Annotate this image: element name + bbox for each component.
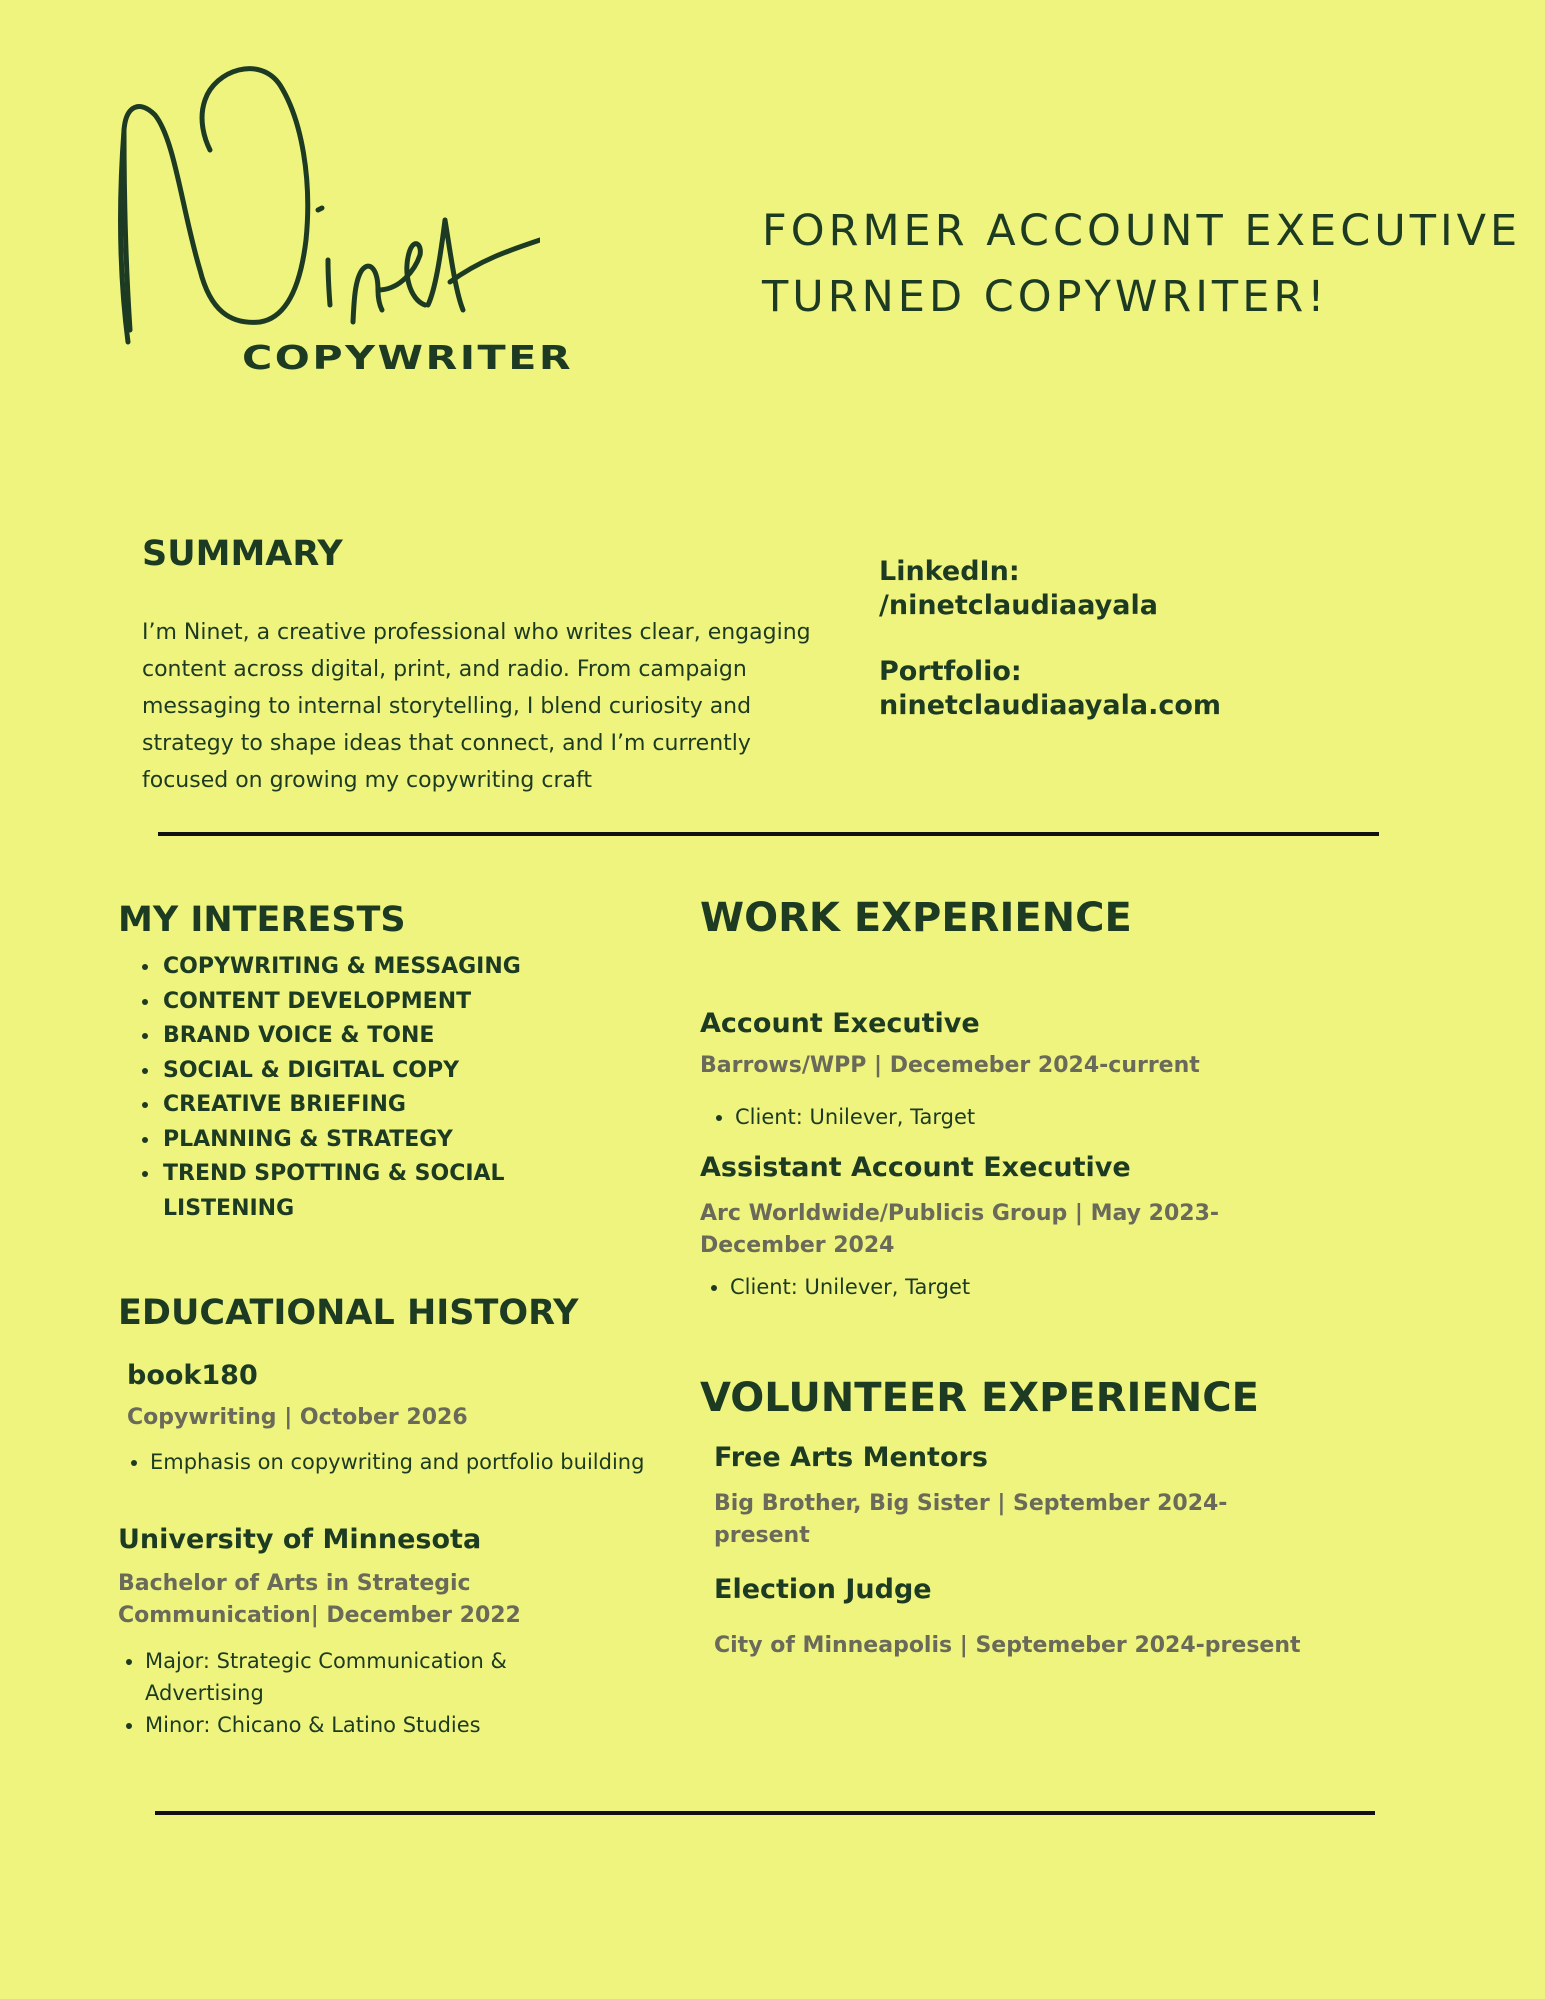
education-heading: EDUCATIONAL HISTORY [118, 1293, 579, 1333]
list-item: • SOCIAL & DIGITAL COPY [161, 1054, 641, 1089]
summary-text: I’m Ninet, a creative professional who writes clear, engaging content across digital, print, and radio. From campaign messaging to internal storytelling, I blend curiosity and strategy to shape ideas that connect, and I’m currently focused on growing my copywriting craft [142, 620, 811, 793]
list-item: • PLANNING & STRATEGY [161, 1123, 641, 1158]
interests-list [118, 950, 641, 1226]
portfolio-label: Portfolio: [879, 656, 1022, 687]
education-bullets [115, 1645, 605, 1741]
education-school: University of Minnesota [118, 1524, 482, 1555]
work-heading: WORK EXPERIENCE [700, 895, 1132, 941]
list-item: • CONTENT DEVELOPMENT [161, 985, 641, 1020]
education-school: book180 [127, 1360, 258, 1391]
education-detail: Copywriting | October 2026 [127, 1405, 468, 1430]
education-bullets [120, 1446, 730, 1478]
job-bullets [700, 1271, 1330, 1303]
contact-block [879, 555, 1399, 755]
portfolio-link[interactable]: ninetclaudiaayala.com [879, 690, 1222, 721]
volunteer-title: Free Arts Mentors [714, 1442, 988, 1473]
role-wordmark: COPYWRITER [242, 338, 574, 377]
divider [155, 1811, 1375, 1815]
divider [158, 832, 1379, 836]
list-item: • Emphasis on copywriting and portfolio building [150, 1446, 730, 1478]
job-title: Assistant Account Executive [700, 1152, 1131, 1183]
list-item: • TREND SPOTTING & SOCIAL LISTENING [161, 1157, 641, 1226]
job-detail: Barrows/WPP | Decemeber 2024-current [700, 1053, 1200, 1078]
linkedin-label: LinkedIn: [879, 556, 1020, 587]
headline-line-2: TURNED COPYWRITER! [762, 272, 1329, 322]
list-item: • COPYWRITING & MESSAGING [161, 950, 641, 985]
list-item: • Client: Unilever, Target [730, 1271, 1330, 1303]
signature-logo [110, 60, 540, 360]
interests-heading: MY INTERESTS [118, 900, 406, 940]
list-item: • BRAND VOICE & TONE [161, 1019, 641, 1054]
volunteer-detail: Big Brother, Big Sister | September 2024-present [714, 1491, 1228, 1548]
linkedin-link[interactable]: /ninetclaudiaayala [879, 590, 1158, 621]
volunteer-title: Election Judge [714, 1574, 932, 1605]
list-item: • Major: Strategic Communication & Advertising [145, 1645, 605, 1709]
list-item: • Minor: Chicano & Latino Studies [145, 1709, 605, 1741]
list-item: • Client: Unilever, Target [735, 1101, 1335, 1133]
education-detail: Bachelor of Arts in Strategic Communication| December 2022 [118, 1571, 521, 1628]
list-item: • CREATIVE BRIEFING [161, 1088, 641, 1123]
summary-heading: SUMMARY [142, 534, 343, 574]
headline-line-1: FORMER ACCOUNT EXECUTIVE [762, 206, 1522, 256]
headline [762, 198, 1522, 330]
volunteer-heading: VOLUNTEER EXPERIENCE [700, 1375, 1259, 1421]
volunteer-detail: City of Minneapolis | Septemeber 2024-present [714, 1633, 1301, 1658]
job-detail: Arc Worldwide/Publicis Group | May 2023-December 2024 [700, 1201, 1220, 1258]
job-bullets [705, 1101, 1335, 1133]
job-title: Account Executive [700, 1008, 980, 1039]
